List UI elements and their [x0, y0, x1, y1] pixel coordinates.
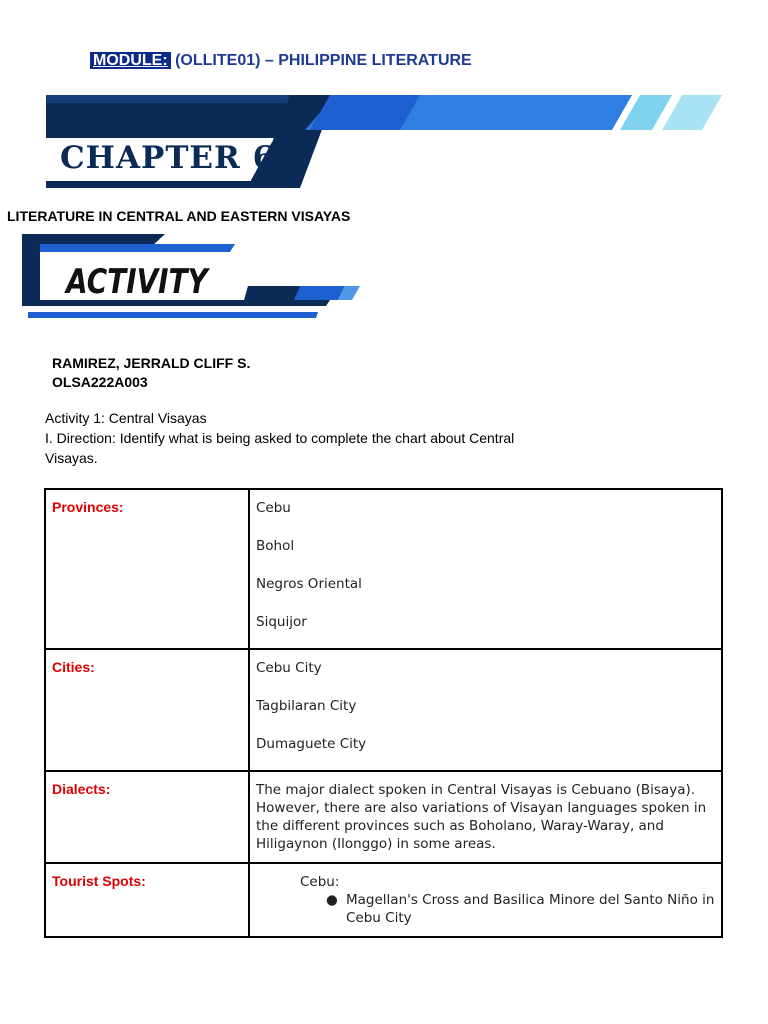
table-row-cities — [45, 649, 722, 771]
provinces-value — [249, 489, 722, 649]
activity-instructions — [45, 408, 575, 468]
dialects-value — [249, 771, 722, 863]
provinces-label: Provinces: — [45, 489, 249, 649]
bullet-icon: ● — [326, 892, 338, 908]
tourist-heading: Cebu: — [300, 874, 340, 890]
activity-title: Activity 1: Central Visayas — [45, 410, 207, 426]
student-id: OLSA222A003 — [52, 374, 148, 390]
tourist-spots-label: Tourist Spots: — [45, 863, 249, 937]
province-item: Siquijor — [256, 614, 307, 630]
table-row-tourist-spots — [45, 863, 722, 937]
module-title: (OLLITE01) – PHILIPPINE LITERATURE — [170, 52, 472, 69]
activity-banner-title: ACTIVITY — [66, 262, 208, 302]
module-tag: MODULE: — [90, 52, 171, 69]
list-item — [256, 891, 715, 927]
chapter-subtitle: LITERATURE IN CENTRAL AND EASTERN VISAYAS — [7, 208, 351, 224]
province-item: Cebu — [256, 500, 291, 516]
city-item: Tagbilaran City — [256, 698, 357, 714]
dialects-text: The major dialect spoken in Central Visayas is Cebuano (Bisaya). However, there are also variations of Visayan languages spoken in the different provinces such as Boholano, Waray-Waray, and Hiligaynon (Ilonggo) in some areas. — [256, 782, 707, 852]
direction-line-1: I. Direction: Identify what is being asked to complete the chart about Central — [45, 430, 515, 446]
city-item: Cebu City — [256, 660, 322, 676]
tourist-spots-value — [249, 863, 722, 937]
chapter-title: CHAPTER 6 — [60, 140, 276, 176]
province-item: Bohol — [256, 538, 295, 554]
city-item: Dumaguete City — [256, 736, 367, 752]
province-item: Negros Oriental — [256, 576, 362, 592]
cities-value — [249, 649, 722, 771]
student-info — [52, 354, 250, 392]
direction-line-2: Visayas. — [45, 450, 98, 466]
tourist-item-text: Magellan's Cross and Basilica Minore del Santo Niño in Cebu City — [346, 892, 715, 926]
tourist-list — [256, 891, 715, 927]
cities-label: Cities: — [45, 649, 249, 771]
dialects-label: Dialects: — [45, 771, 249, 863]
table-row-provinces — [45, 489, 722, 649]
table-row-dialects — [45, 771, 722, 863]
student-name: RAMIREZ, JERRALD CLIFF S. — [52, 355, 251, 371]
central-visayas-chart — [44, 488, 723, 938]
